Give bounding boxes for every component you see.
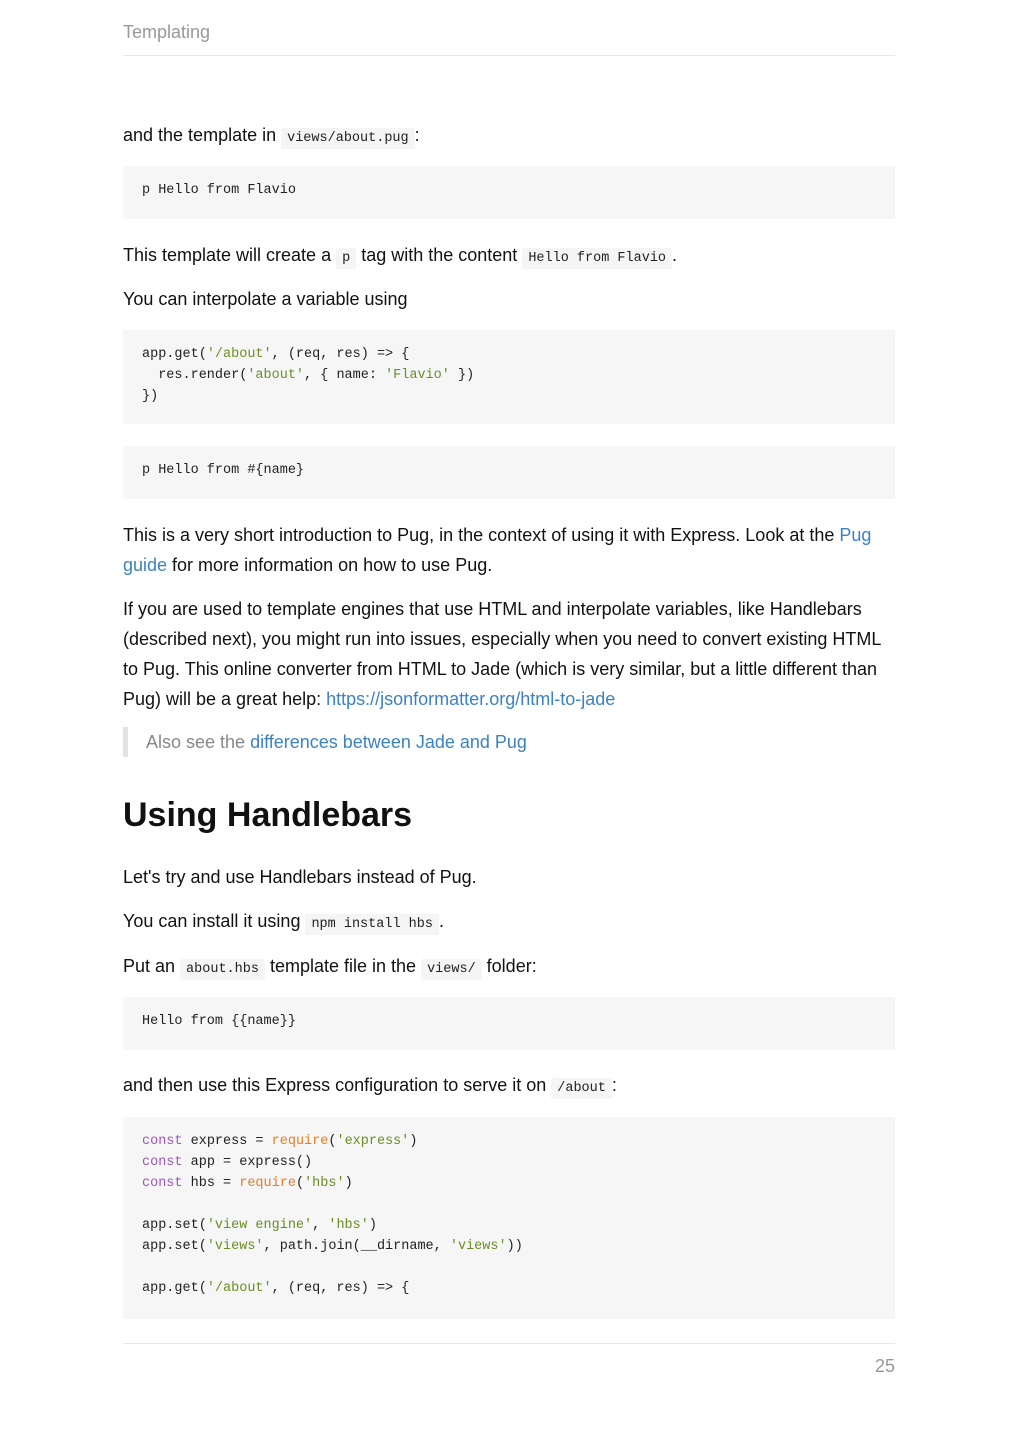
text: Put an [123, 956, 181, 976]
pug-guide-link[interactable]: Pug guide [123, 525, 872, 575]
code-block-express-render: app.get('/about', (req, res) => { res.render('about', { name: 'Flavio' }) }) [123, 330, 895, 424]
text: This is a very short introduction to Pug, in the context of using it with Express. Look at the [123, 525, 840, 545]
text: : [611, 1075, 617, 1095]
code-block-pug-template [123, 166, 895, 219]
page-number: 25 [123, 1343, 895, 1377]
text: folder: [481, 956, 537, 976]
text: If you are used to template engines that use HTML and interpolate variables, like Handlebars (described next), you might run into issues, especially when you need to convert existing HTML to Pug. This online converter from HTML to Jade (which is very similar, but a little different than Pug) will be a great help: [123, 599, 881, 709]
code-line: p Hello from Flavio [142, 183, 296, 198]
text: for more information on how to use Pug. [167, 555, 493, 575]
paragraph-install [123, 906, 895, 940]
paragraph-template-explain [123, 240, 895, 274]
paragraph-template-file [123, 951, 895, 985]
text: This template will create a [123, 245, 337, 265]
html-to-jade-link[interactable]: https://jsonformatter.org/html-to-jade [326, 689, 616, 709]
jade-vs-pug-link[interactable]: differences between Jade and Pug [250, 732, 527, 752]
section-heading: Using Handlebars [123, 796, 413, 834]
code-line: p Hello from #{name} [142, 463, 305, 478]
text: and then use this Express configuration to serve it on [123, 1075, 552, 1095]
paragraph-express-config [123, 1070, 895, 1104]
inline-code: views/about.pug [281, 128, 415, 149]
paragraph-handlebars-intro: Let's try and use Handlebars instead of Pug. [123, 867, 477, 887]
text: : [414, 125, 420, 145]
paragraph-template-location [123, 120, 895, 154]
paragraph-converter [123, 594, 895, 714]
inline-code: about.hbs [180, 959, 265, 980]
inline-code: views/ [421, 959, 482, 980]
code-block-hbs-template [123, 997, 895, 1050]
inline-code: npm install hbs [305, 914, 439, 935]
paragraph-interpolate: You can interpolate a variable using [123, 289, 408, 309]
code-line: Hello from {{name}} [142, 1014, 296, 1029]
text: You can install it using [123, 911, 306, 931]
text: . [438, 911, 444, 931]
blockquote-see-also [123, 727, 895, 757]
running-header: Templating [123, 22, 895, 56]
inline-code: /about [551, 1078, 612, 1099]
inline-code: Hello from Flavio [522, 248, 672, 269]
text: . [672, 245, 678, 265]
text: tag with the content [356, 245, 523, 265]
text: Also see the [146, 732, 251, 752]
code-block-pug-interpolation [123, 446, 895, 499]
text: and the template in [123, 125, 282, 145]
code-block-express-hbs-config: const express = require('express') const app = express() const hbs = require('hbs') app.set('view engine', 'hbs') app.set('views', path.join(__dirname, 'views')) app.get('/about', (req, res) => { [123, 1117, 895, 1319]
text: template file in the [264, 956, 422, 976]
inline-code: p [336, 248, 356, 269]
paragraph-pug-intro [123, 520, 895, 580]
